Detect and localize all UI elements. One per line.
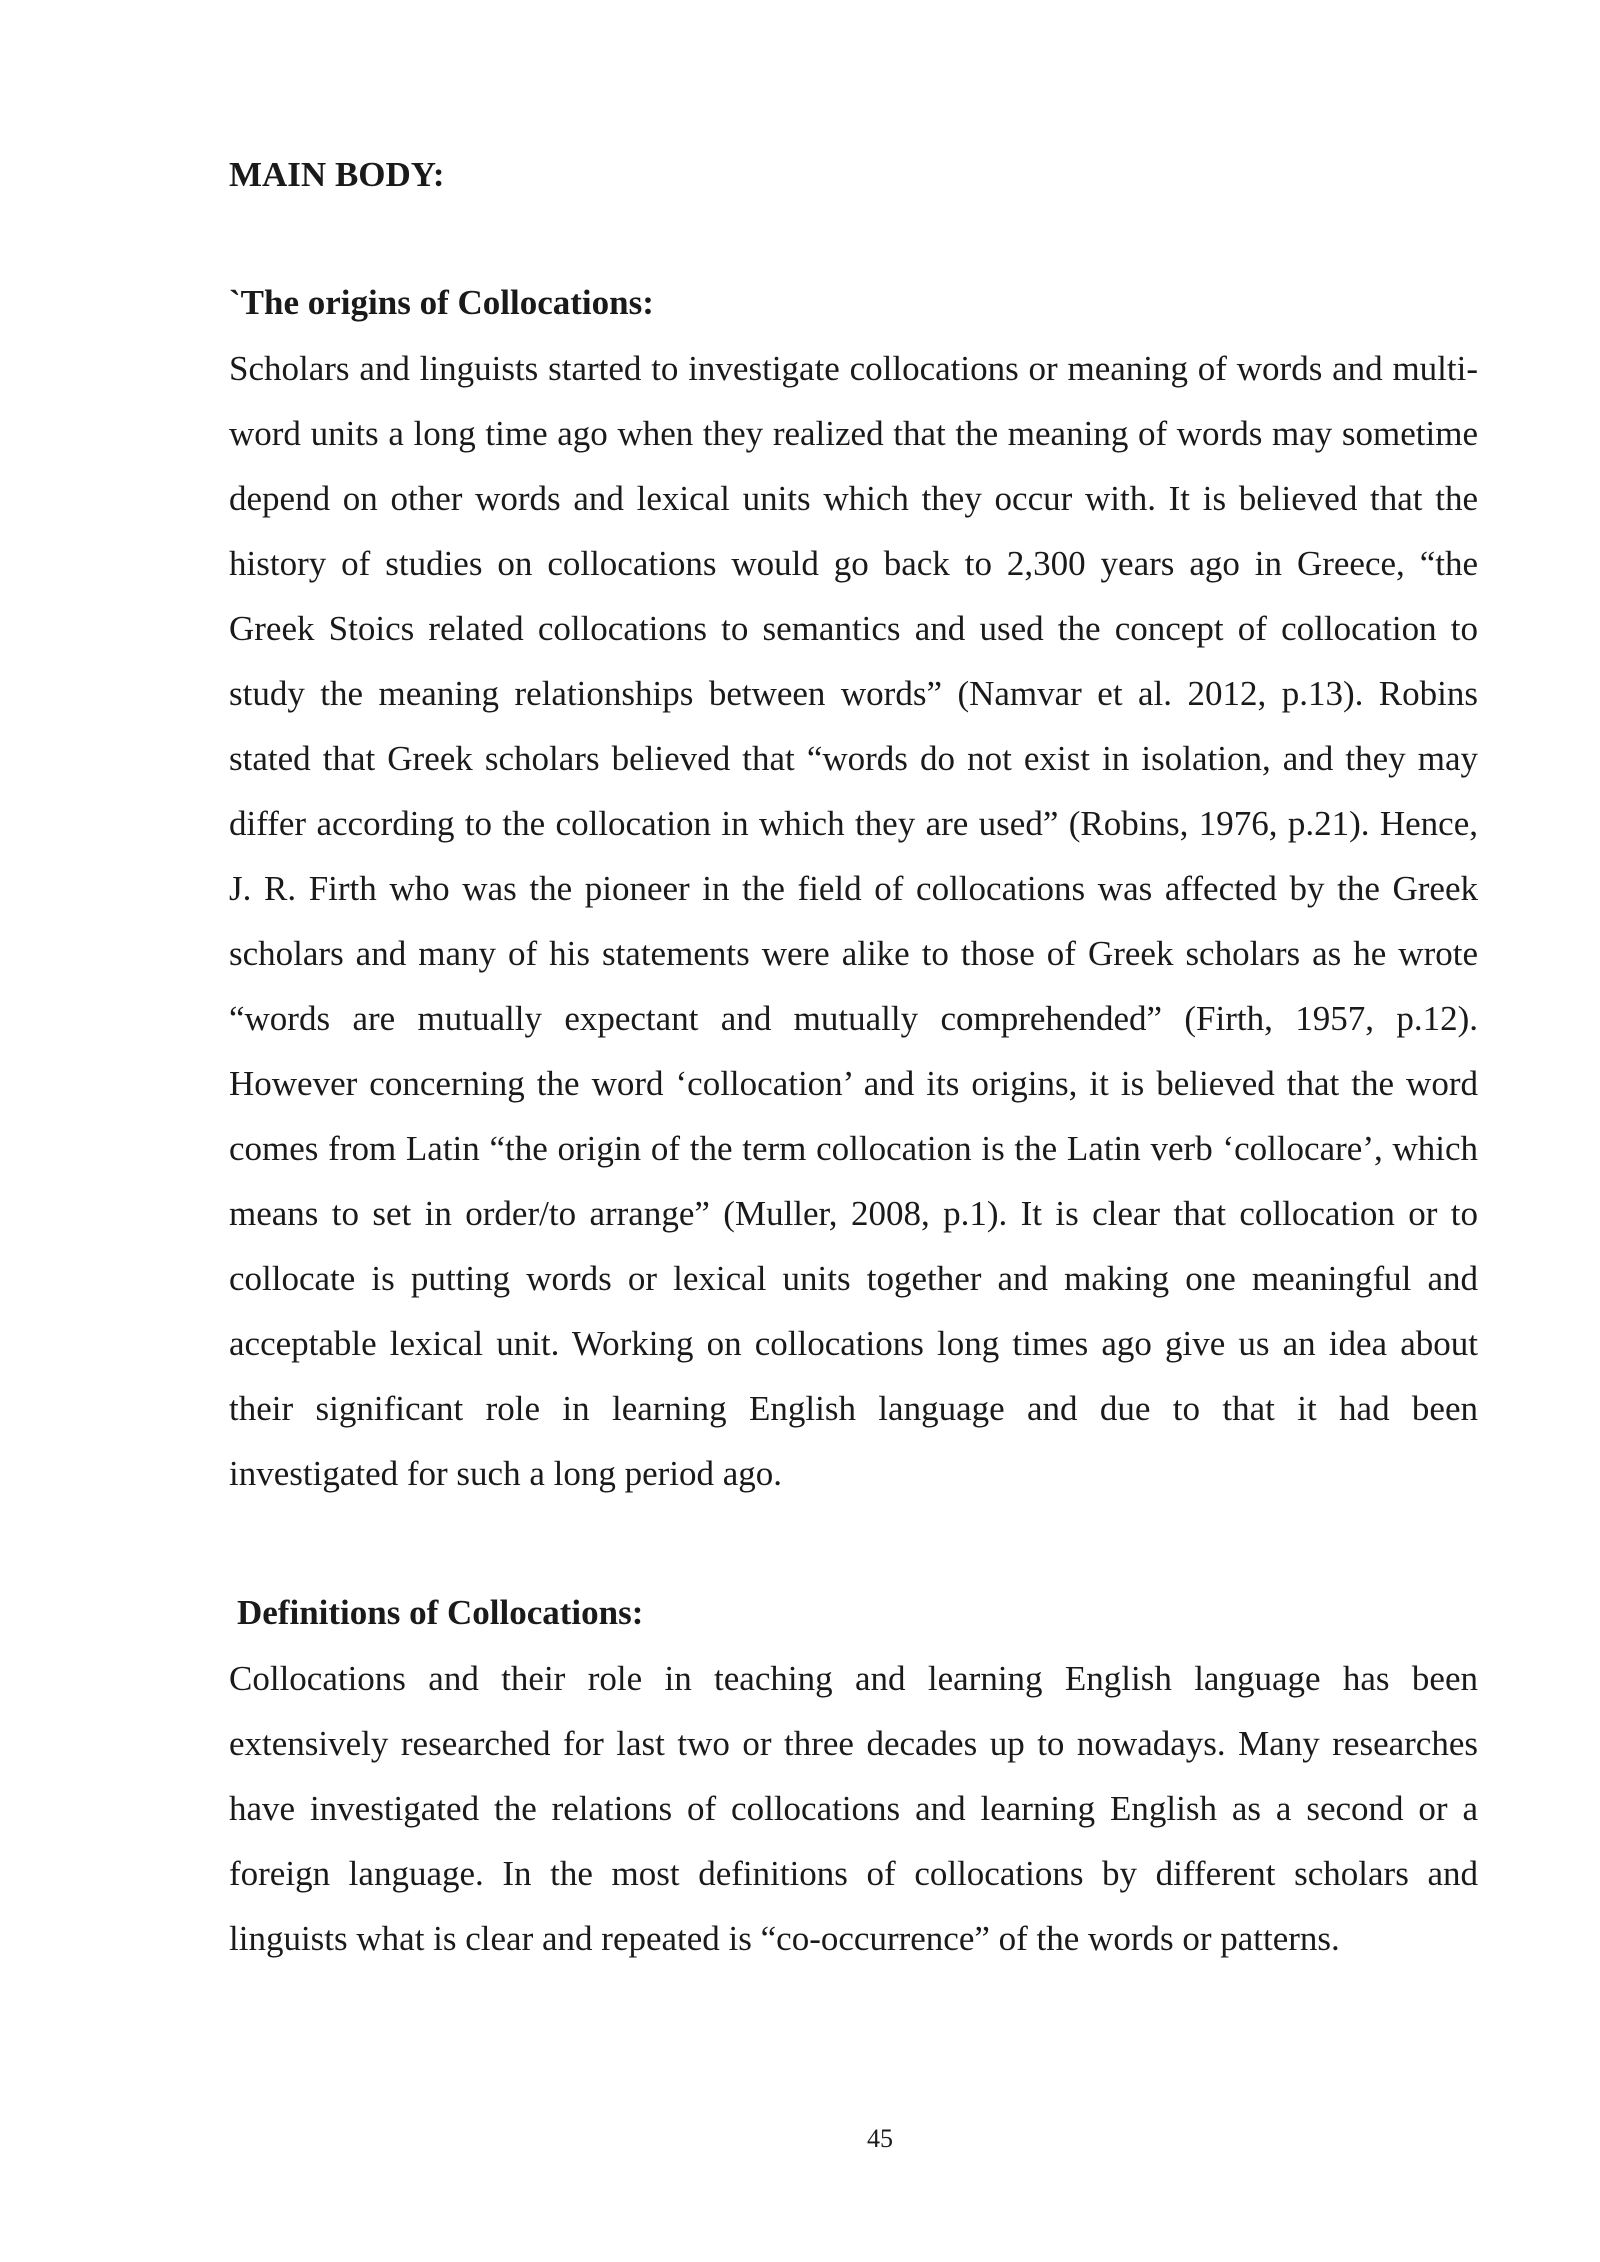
page-content <box>229 150 1478 1971</box>
section-heading-origins: `The origins of Collocations: <box>229 283 654 322</box>
paragraph-origins: Scholars and linguists started to investigate collocations or meaning of words and multi-word units a long time ago when they realized that the meaning of words may sometime depend on other words and lexical units which they occur with. It is believed that the history of studies on collocations would go back to 2,300 years ago in Greece, “the Greek Stoics related collocations to semantics and used the concept of collocation to study the meaning relationships between words” (Namvar et al. 2012, p.13). Robins stated that Greek scholars believed that “words do not exist in isolation, and they may differ according to the collocation in which they are used” (Robins, 1976, p.21). Hence, J. R. Firth who was the pioneer in the field of collocations was affected by the Greek scholars and many of his statements were alike to those of Greek scholars as he wrote “words are mutually expectant and mutually comprehended” (Firth, 1957, p.12). However concerning the word ‘collocation’ and its origins, it is believed that the word comes from Latin “the origin of the term collocation is the Latin verb ‘collocare’, which means to set in order/to arrange” (Muller, 2008, p.1). It is clear that collocation or to collocate is putting words or lexical units together and making one meaningful and acceptable lexical unit. Working on collocations long times ago give us an idea about their significant role in learning English language and due to that it had been investigated for such a long period ago. <box>229 349 1478 1493</box>
page-number: 45 <box>867 2124 893 2153</box>
section-heading-definitions: Definitions of Collocations: <box>237 1593 644 1632</box>
paragraph-definitions: Collocations and their role in teaching and learning English language has been extensively researched for last two or three decades up to nowadays. Many researches have investigated the relations of collocations and learning English as a second or a foreign language. In the most definitions of collocations by different scholars and linguists what is clear and repeated is “co-occurrence” of the words or patterns. <box>229 1659 1478 1958</box>
main-heading: MAIN BODY: <box>229 155 445 194</box>
